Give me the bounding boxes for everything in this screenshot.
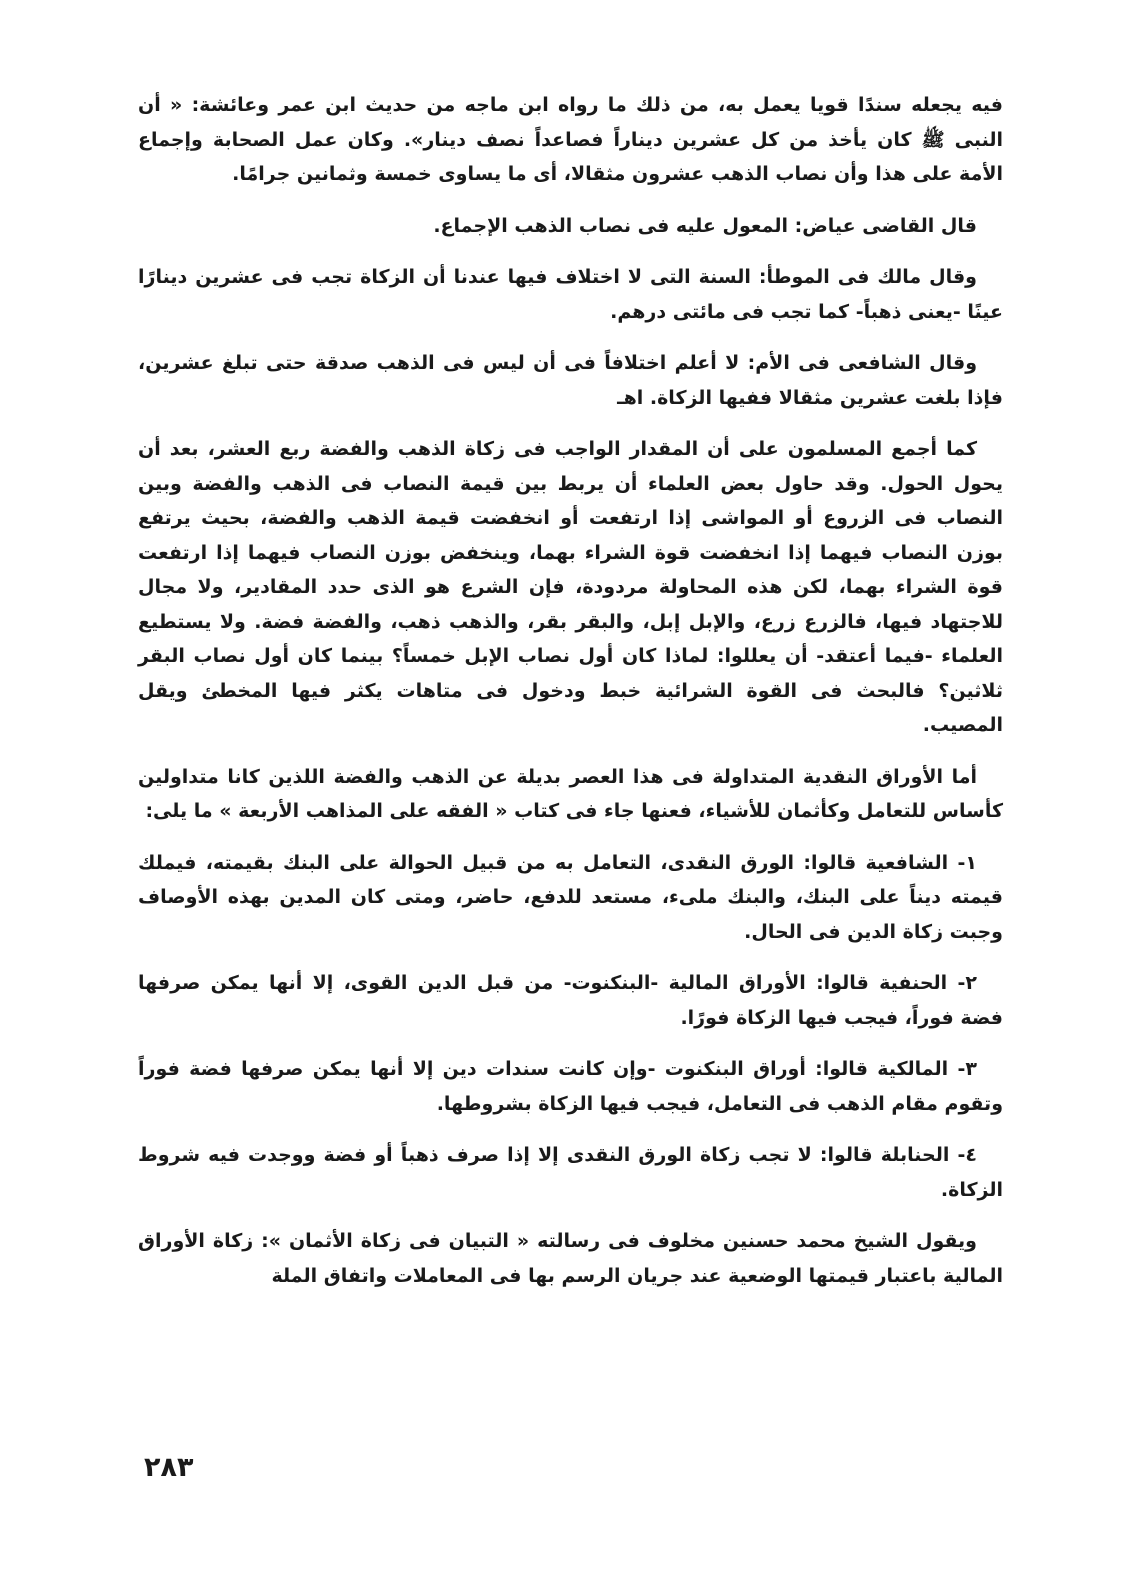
paragraph: وقال مالك فى الموطأ: السنة التى لا اختلاف فيها عندنا أن الزكاة تجب فى عشرين دينارًا عينًا -يعنى ذهباً- كما تجب فى مائتى درهم. (138, 266, 1003, 323)
list-item: ٤- الحنابلة قالوا: لا تجب زكاة الورق النقدى إلا إذا صرف ذهباً أو فضة ووجدت فيه شروط الزكاة. (138, 1144, 1003, 1201)
paragraph: قال القاضى عياض: المعول عليه فى نصاب الذهب الإجماع. (433, 214, 977, 237)
list-item: ٢- الحنفية قالوا: الأوراق المالية -البنكنوت- من قبل الدين القوى، إلا أنها يمكن صرفها فضة فوراً، فيجب فيها الزكاة فورًا. (138, 972, 1003, 1029)
list-item: ٣- المالكية قالوا: أوراق البنكنوت -وإن كانت سندات دين إلا أنها يمكن صرفها فضة فوراً وتقوم مقام الذهب فى التعامل، فيجب فيها الزكاة بشروطها. (138, 1058, 1003, 1115)
paragraph: وقال الشافعى فى الأم: لا أعلم اختلافاً فى أن ليس فى الذهب صدقة حتى تبلغ عشرين، فإذا بلغت عشرين مثقالا ففيها الزكاة. اهـ (138, 352, 1003, 409)
list-item: ١- الشافعية قالوا: الورق النقدى، التعامل به من قبيل الحوالة على البنك بقيمته، فيملك قيمته ديناً على البنك، والبنك ملىء، مستعد للدفع، حاضر، ومتى كان المدين بهذه الأوصاف وجبت زكاة الدين فى الحال. (138, 851, 1003, 943)
page-number: ٢٨٣ (144, 1452, 194, 1483)
paragraph: كما أجمع المسلمون على أن المقدار الواجب فى زكاة الذهب والفضة ربع العشر، بعد أن يحول الحول. وقد حاول بعض العلماء أن يربط بين قيمة النصاب فى الذهب والفضة وبين النصاب فى الزروع أو المواشى إذا ارتفعت أو انخفضت قيمة الذهب والفضة، بحيث يرتفع بوزن النصاب فيهما إذا انخفضت قوة الشراء بهما، وينخفض بوزن النصاب فيهما إذا ارتفعت قوة الشراء بهما، لكن هذه المحاولة مردودة، فإن الشرع هو الذى حدد المقادير، ولا مجال للاجتهاد فيها، فالزرع زرع، والإبل إبل، والبقر بقر، والذهب ذهب، والفضة فضة. ولا يستطيع العلماء -فيما أعتقد- أن يعللوا: لماذا كان أول نصاب الإبل خمساً؟ بينما كان أول نصاب البقر ثلاثين؟ فالبحث فى القوة الشرائية خبط ودخول فى متاهات يكثر فيها المخطئ ويقل المصيب. (138, 438, 1003, 736)
paragraph: أما الأوراق النقدية المتداولة فى هذا العصر بديلة عن الذهب والفضة اللذين كانا متداولين كأساس للتعامل وكأثمان للأشياء، فعنها جاء فى كتاب « الفقه على المذاهب الأربعة » ما يلى: (138, 765, 1003, 822)
paragraph: ويقول الشيخ محمد حسنين مخلوف فى رسالته « التبيان فى زكاة الأثمان »: زكاة الأوراق المالية باعتبار قيمتها الوضعية عند جريان الرسم بها فى المعاملات واتفاق الملة (138, 1230, 1003, 1287)
body-text (138, 88, 1003, 1310)
paragraph: فيه يجعله سندًا قويا يعمل به، من ذلك ما رواه ابن ماجه من حديث ابن عمر وعائشة: « أن النبى ﷺ كان يأخذ من كل عشرين ديناراً فصاعداً نصف دينار». وكان عمل الصحابة وإجماع الأمة على هذا وأن نصاب الذهب عشرون مثقالا، أى ما يساوى خمسة وثمانين جرامًا. (138, 94, 1003, 185)
